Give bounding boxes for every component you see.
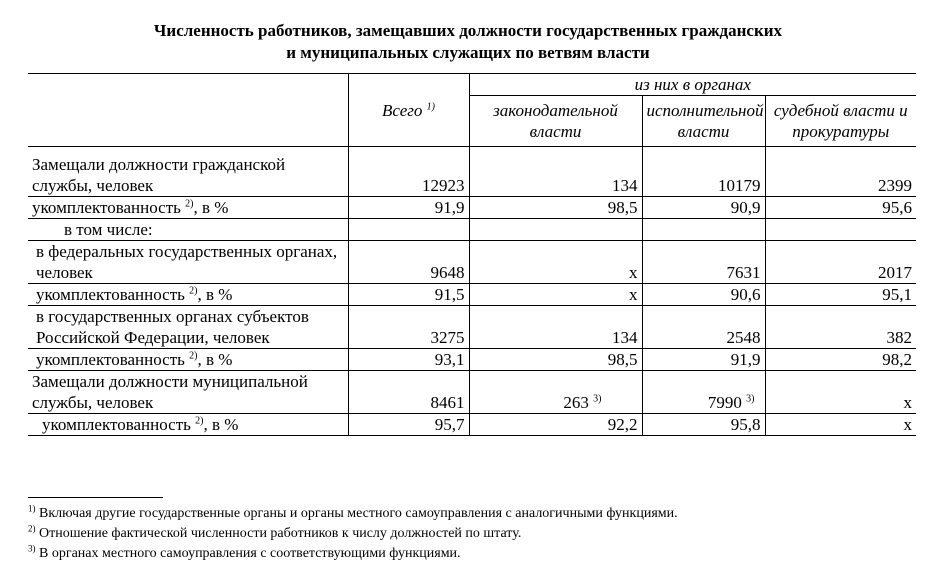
cell-value: 7990 (707, 393, 742, 412)
cell-total: 91,5 (348, 284, 469, 306)
row-label (28, 349, 348, 371)
row-label-text: укомплектованность (36, 350, 185, 369)
row-label (28, 197, 348, 219)
title-line-1: Численность работников, замещавших должности государственных гражданских (153, 21, 783, 40)
cell-executive: 95,8 (642, 414, 765, 436)
cell-executive (642, 219, 765, 241)
cell-legislative: 92,2 (469, 414, 642, 436)
row-label (28, 284, 348, 306)
staffing-table (28, 73, 916, 436)
table-row (28, 349, 916, 371)
footnote-text: В органах местного самоуправления с соответствующими функциями. (39, 546, 461, 561)
cell-total (348, 219, 469, 241)
cell-legislative: 98,5 (469, 349, 642, 371)
cell-legislative: 134 (469, 147, 642, 197)
table-body (28, 147, 916, 436)
cell-judicial: 95,6 (765, 197, 916, 219)
header-group: из них в органах (469, 74, 916, 96)
cell-judicial: 382 (765, 306, 916, 349)
cell-total: 91,9 (348, 197, 469, 219)
footnote-ref: 3) (746, 393, 755, 405)
row-label-suffix: , в % (193, 198, 229, 217)
footnote-ref: 2) (189, 285, 198, 297)
table-row (28, 241, 916, 284)
row-label-suffix: , в % (197, 350, 233, 369)
table-title (0, 20, 936, 64)
cell-judicial: x (765, 414, 916, 436)
cell-judicial (765, 219, 916, 241)
row-label-text: укомплектованность (36, 285, 185, 304)
cell-judicial: 2399 (765, 147, 916, 197)
cell-judicial: 95,1 (765, 284, 916, 306)
header-empty-cell (28, 74, 348, 147)
cell-legislative: x (469, 241, 642, 284)
cell-legislative: x (469, 284, 642, 306)
table-row (28, 147, 916, 197)
header-executive: исполнительной власти (642, 96, 765, 147)
footnote-ref: 2) (195, 415, 204, 427)
row-label (28, 414, 348, 436)
cell-judicial: x (765, 371, 916, 414)
row-label-text: укомплектованность (42, 415, 191, 434)
footnote-mark: 2) (28, 523, 36, 534)
table-row (28, 371, 916, 414)
row-label: Замещали должности гражданской службы, человек (28, 147, 348, 197)
header-total-note: 1) (426, 100, 435, 112)
table-row (28, 306, 916, 349)
row-label: Замещали должности муниципальной службы, человек (28, 371, 348, 414)
header-total (348, 74, 469, 147)
title-line-2: и муниципальных служащих по ветвям власти (286, 43, 650, 62)
footnote-ref: 3) (593, 393, 602, 405)
footnote (28, 544, 908, 564)
cell-total: 8461 (348, 371, 469, 414)
cell-executive: 2548 (642, 306, 765, 349)
row-label: в государственных органах субъектов Российской Федерации, человек (28, 306, 348, 349)
table-row (28, 284, 916, 306)
row-label-text: укомплектованность (32, 198, 181, 217)
footnote (28, 504, 908, 524)
cell-total: 9648 (348, 241, 469, 284)
header-total-label: Всего (382, 100, 423, 120)
table-row (28, 197, 916, 219)
row-label-suffix: , в % (203, 415, 239, 434)
row-label: в том числе: (28, 219, 348, 241)
cell-total: 12923 (348, 147, 469, 197)
header-judicial: судебной власти и прокуратуры (765, 96, 916, 147)
cell-executive: 90,9 (642, 197, 765, 219)
footnote (28, 524, 908, 544)
footnote-mark: 1) (28, 503, 36, 514)
cell-legislative: 98,5 (469, 197, 642, 219)
table-row (28, 414, 916, 436)
cell-total: 95,7 (348, 414, 469, 436)
cell-total: 3275 (348, 306, 469, 349)
cell-executive: 10179 (642, 147, 765, 197)
cell-legislative (469, 219, 642, 241)
cell-legislative: 134 (469, 306, 642, 349)
footnote-mark: 3) (28, 543, 36, 554)
footnote-text: Включая другие государственные органы и органы местного самоуправления с аналогичными функциями. (39, 506, 678, 521)
footnote-ref: 2) (185, 198, 194, 210)
cell-executive: 91,9 (642, 349, 765, 371)
cell-total: 93,1 (348, 349, 469, 371)
table-row (28, 219, 916, 241)
row-label: в федеральных государственных органах, человек (28, 241, 348, 284)
cell-executive: 90,6 (642, 284, 765, 306)
header-legislative: законодательной власти (469, 96, 642, 147)
cell-legislative (469, 371, 642, 414)
cell-executive (642, 371, 765, 414)
footnotes (28, 497, 908, 564)
footnote-ref: 2) (189, 350, 198, 362)
footnote-divider (28, 497, 163, 498)
cell-value: 263 (563, 393, 589, 412)
cell-judicial: 2017 (765, 241, 916, 284)
cell-judicial: 98,2 (765, 349, 916, 371)
footnote-text: Отношение фактической численности работников к числу должностей по штату. (39, 526, 522, 541)
cell-executive: 7631 (642, 241, 765, 284)
table-header (28, 74, 916, 147)
row-label-suffix: , в % (197, 285, 233, 304)
